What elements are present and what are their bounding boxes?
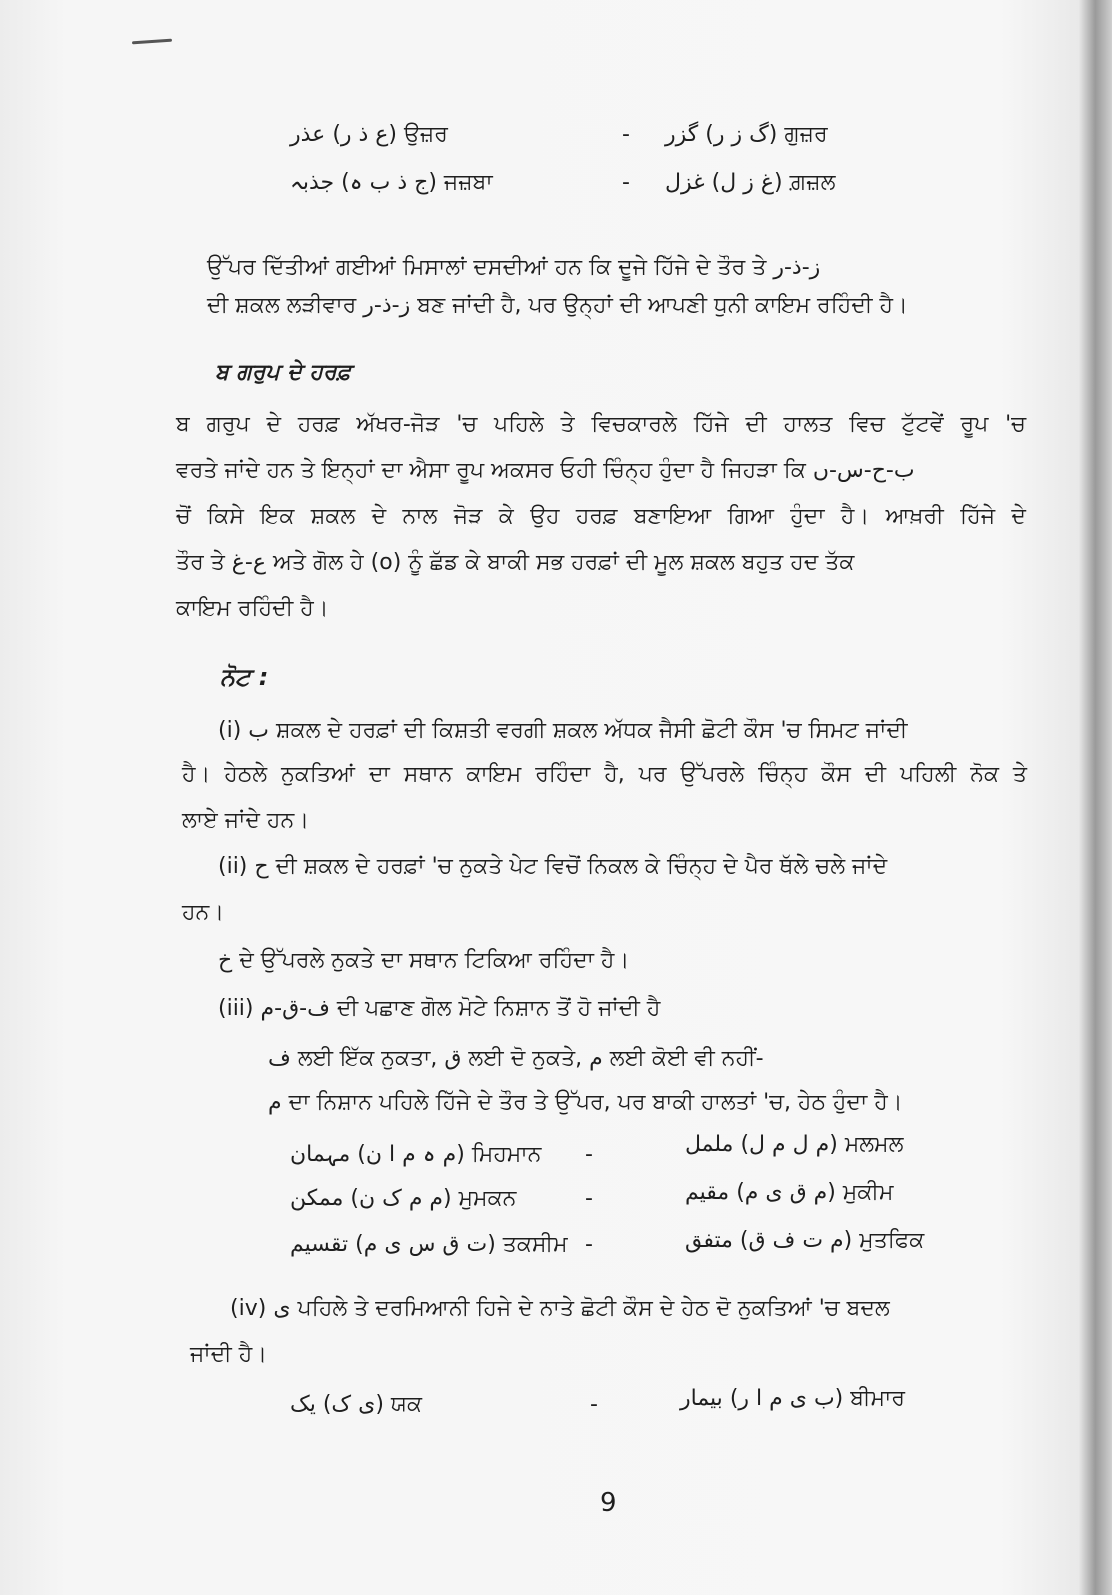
note-iv-line2: ਜਾਂਦੀ ਹੈ। xyxy=(190,1342,268,1367)
urdu-letters: (م م ک ن) xyxy=(350,1186,452,1211)
text: ਲਈ ਇੱਕ ਨੁਕਤਾ, xyxy=(297,1046,438,1071)
urdu-inline: ز-ذ-ر xyxy=(363,293,411,318)
urdu-inline: ع-غ xyxy=(231,550,266,575)
urdu-letters: (م ق ی م) xyxy=(736,1180,836,1205)
note-iv-line1 xyxy=(230,1294,890,1324)
note-number: (iv) xyxy=(230,1296,267,1321)
text: ਦੀ ਸ਼ਕਲ ਦੇ ਹਰਫ਼ਾਂ 'ਚ ਨੁਕਤੇ ਪੇਟ ਵਿਚੋਂ ਨਿਕਲ ਕੇ ਚਿੰਨ੍ਹ ਦੇ ਪੈਰ ਥੱਲੇ ਚਲੇ ਜਾਂਦੇ xyxy=(275,854,888,879)
gurmukhi-word: ਗੁਜ਼ਰ xyxy=(784,122,828,147)
gurmukhi-word: ਬੀਮਾਰ xyxy=(850,1386,906,1411)
urdu-letters: (گ ز ر) xyxy=(705,122,778,147)
text: ਉੱਪਰ ਦਿੱਤੀਆਂ ਗਈਆਂ ਮਿਸਾਲਾਂ ਦਸਦੀਆਂ ਹਨ ਕਿ ਦੂਜੇ ਹਿੱਜੇ ਦੇ ਤੌਰ ਤੇ xyxy=(207,255,767,280)
urdu-letters: (ج ذ ب ہ) xyxy=(341,170,437,195)
urdu-inline: ف xyxy=(268,1046,291,1071)
text: ਅਤੇ ਗੋਲ ਹੇ (o) ਨੂੰ ਛੱਡ ਕੇ ਬਾਕੀ ਸਭ ਹਰਫ਼ਾਂ ਦੀ ਮੂਲ ਸ਼ਕਲ ਬਹੁਤ ਹਦ ਤੱਕ xyxy=(273,550,855,575)
urdu-word: گزر xyxy=(665,122,699,147)
example-row-1-left xyxy=(290,120,448,150)
gurmukhi-word: ਮਿਹਮਾਨ xyxy=(471,1142,542,1167)
note-iii-line1 xyxy=(218,994,660,1024)
note-i-line1 xyxy=(218,716,908,746)
text: ਦੇ ਉੱਪਰਲੇ ਨੁਕਤੇ ਦਾ ਸਥਾਨ ਟਿਕਿਆ ਰਹਿੰਦਾ ਹੈ। xyxy=(239,948,630,973)
gurmukhi-word: ਗ਼ਜ਼ਲ xyxy=(789,170,836,195)
para1-line2 xyxy=(207,291,908,321)
urdu-inline: ی xyxy=(273,1296,291,1321)
para2-line1: ਬ ਗਰੁਪ ਦੇ ਹਰਫ਼ ਅੱਖਰ-ਜੋੜ 'ਚ ਪਹਿਲੇ ਤੇ ਵਿਚਕਾਰਲੇ ਹਿੱਜੇ ਦੀ ਹਾਲਤ ਵਿਚ ਟੁੱਟਵੇਂ ਰੂਪ 'ਚ xyxy=(176,412,1026,437)
urdu-letters: (ب ی م ا ر) xyxy=(729,1386,844,1411)
note-ii-line1 xyxy=(218,852,887,882)
example-row-2-right xyxy=(665,168,836,198)
gurmukhi-word: ਜਜ਼ਬਾ xyxy=(443,170,493,195)
para2-line3: ਚੋਂ ਕਿਸੇ ਇਕ ਸ਼ਕਲ ਦੇ ਨਾਲ ਜੋੜ ਕੇ ਉਹ ਹਰਫ਼ ਬਣਾਇਆ ਗਿਆ ਹੁੰਦਾ ਹੈ। ਆਖ਼ਰੀ ਹਿੱਜੇ ਦੇ xyxy=(176,504,1026,529)
urdu-inline: م xyxy=(589,1046,603,1071)
para1-line1 xyxy=(207,253,820,283)
text: ਬਣ ਜਾਂਦੀ ਹੈ, ਪਰ ਉਨ੍ਹਾਂ ਦੀ ਆਪਣੀ ਧੁਨੀ ਕਾਇਮ ਰਹਿੰਦੀ ਹੈ। xyxy=(417,293,908,318)
ink-mark xyxy=(132,39,172,45)
section-heading: ਬ ਗਰੁਪ ਦੇ ਹਰਫ਼ xyxy=(215,360,351,385)
urdu-inline: ح xyxy=(254,854,269,879)
example-row-5-left xyxy=(290,1230,568,1260)
gurmukhi-word: ਮਲਮਲ xyxy=(844,1132,904,1157)
urdu-inline: ب xyxy=(248,718,269,743)
note-ii-line2: ਹਨ। xyxy=(182,900,225,925)
text: ਪਹਿਲੇ ਤੇ ਦਰਮਿਆਨੀ ਹਿਜੇ ਦੇ ਨਾਤੇ ਛੋਟੀ ਕੌਸ ਦੇ ਹੇਠ ਦੋ ਨੁਕਤਿਆਂ 'ਚ ਬਦਲ xyxy=(297,1296,890,1321)
example-row-2-left xyxy=(290,168,493,198)
urdu-word: یک xyxy=(290,1392,316,1417)
urdu-word: عذر xyxy=(290,122,326,147)
urdu-word: غزل xyxy=(665,170,705,195)
text: ਤੌਰ ਤੇ xyxy=(176,550,225,575)
text: ਲਈ ਦੋ ਨੁਕਤੇ, xyxy=(468,1046,583,1071)
text: ਲਈ ਕੋਈ ਵੀ ਨਹੀਂ- xyxy=(609,1046,764,1071)
para2-line5: ਕਾਇਮ ਰਹਿੰਦੀ ਹੈ। xyxy=(176,596,329,621)
urdu-letters: (ی ک) xyxy=(322,1392,384,1417)
note-ii-line3 xyxy=(218,946,629,976)
example-row-3-right xyxy=(685,1130,904,1160)
separator-dash: - xyxy=(622,122,630,147)
urdu-inline: ق xyxy=(444,1046,462,1071)
example-row-6-left xyxy=(290,1390,422,1420)
text: ਵਰਤੇ ਜਾਂਦੇ ਹਨ ਤੇ ਇਨ੍ਹਾਂ ਦਾ ਐਸਾ ਰੂਪ ਅਕਸਰ ਓਹੀ ਚਿੰਨ੍ਹ ਹੁੰਦਾ ਹੈ ਜਿਹੜਾ ਕਿ xyxy=(176,458,806,483)
gurmukhi-word: ਯਕ xyxy=(390,1392,423,1417)
text: ਦੀ ਸ਼ਕਲ ਲੜੀਵਾਰ xyxy=(207,293,357,318)
urdu-word: ململ xyxy=(685,1132,734,1157)
separator-dash: - xyxy=(585,1232,593,1257)
para2-line2 xyxy=(176,456,915,486)
urdu-letters: (ت ق س ی م) xyxy=(355,1232,496,1257)
example-row-4-left xyxy=(290,1184,516,1214)
text: ਸ਼ਕਲ ਦੇ ਹਰਫ਼ਾਂ ਦੀ ਕਿਸ਼ਤੀ ਵਰਗੀ ਸ਼ਕਲ ਅੱਧਕ ਜੈਸੀ ਛੋਟੀ ਕੌਸ 'ਚ ਸਿਮਟ ਜਾਂਦੀ xyxy=(276,718,908,743)
example-row-6-right xyxy=(680,1384,905,1414)
urdu-word: جذبہ xyxy=(290,170,335,195)
example-row-5-right xyxy=(685,1226,924,1256)
note-number: (iii) xyxy=(218,996,254,1021)
note-iii-line3 xyxy=(268,1088,903,1118)
gurmukhi-word: ਤਕਸੀਮ xyxy=(502,1232,568,1257)
urdu-letters: (م ل م ل) xyxy=(740,1132,838,1157)
urdu-word: ممکن xyxy=(290,1186,344,1211)
note-iii-line2 xyxy=(268,1044,764,1074)
separator-dash: - xyxy=(585,1186,593,1211)
urdu-word: بیمار xyxy=(680,1386,723,1411)
gurmukhi-word: ਉਜ਼ਰ xyxy=(404,122,448,147)
gurmukhi-word: ਮੁਕੀਮ xyxy=(842,1180,894,1205)
urdu-word: متفق xyxy=(685,1228,733,1253)
note-heading: ਨੋਟ : xyxy=(220,663,269,691)
urdu-word: مقیم xyxy=(685,1180,730,1205)
example-row-4-right xyxy=(685,1178,893,1208)
urdu-inline: ز-ذ-ر xyxy=(773,255,821,280)
example-row-1-right xyxy=(665,120,828,150)
gurmukhi-word: ਮੁਤਫਿਕ xyxy=(859,1228,925,1253)
separator-dash: - xyxy=(590,1392,598,1417)
urdu-word: تقسیم xyxy=(290,1232,349,1257)
gurmukhi-word: ਮੁਮਕਨ xyxy=(458,1186,517,1211)
separator-dash: - xyxy=(622,170,630,195)
urdu-inline: ب-ح-س-ں xyxy=(812,458,915,483)
example-row-3-left xyxy=(290,1140,541,1170)
para2-line4 xyxy=(176,548,854,578)
urdu-word: مہمان xyxy=(290,1142,351,1167)
text: ਦੀ ਪਛਾਣ ਗੋਲ ਮੋਟੇ ਨਿਸ਼ਾਨ ਤੋਂ ਹੋ ਜਾਂਦੀ ਹੈ xyxy=(336,996,661,1021)
note-i-line3: ਲਾਏ ਜਾਂਦੇ ਹਨ। xyxy=(182,808,310,833)
urdu-inline: خ xyxy=(218,948,233,973)
urdu-inline: م xyxy=(268,1090,282,1115)
page-number: 9 xyxy=(600,1488,617,1518)
note-number: (ii) xyxy=(218,854,248,879)
urdu-letters: (غ ز ل) xyxy=(711,170,783,195)
text: ਦਾ ਨਿਸ਼ਾਨ ਪਹਿਲੇ ਹਿੱਜੇ ਦੇ ਤੌਰ ਤੇ ਉੱਪਰ, ਪਰ ਬਾਕੀ ਹਾਲਤਾਂ 'ਚ, ਹੇਠ ਹੁੰਦਾ ਹੈ। xyxy=(288,1090,903,1115)
separator-dash: - xyxy=(585,1142,593,1167)
urdu-letters: (ع ذ ر) xyxy=(332,122,398,147)
urdu-letters: (م ہ م ا ن) xyxy=(357,1142,465,1167)
note-i-line2: ਹੈ। ਹੇਠਲੇ ਨੁਕਤਿਆਂ ਦਾ ਸਥਾਨ ਕਾਇਮ ਰਹਿੰਦਾ ਹੈ, ਪਰ ਉੱਪਰਲੇ ਚਿੰਨ੍ਹ ਕੌਸ ਦੀ ਪਹਿਲੀ ਨੋਕ ਤੇ xyxy=(182,762,1027,787)
urdu-letters: (م ت ف ق) xyxy=(739,1228,853,1253)
note-number: (i) xyxy=(218,718,242,743)
urdu-inline: ف-ق-م xyxy=(260,996,330,1021)
